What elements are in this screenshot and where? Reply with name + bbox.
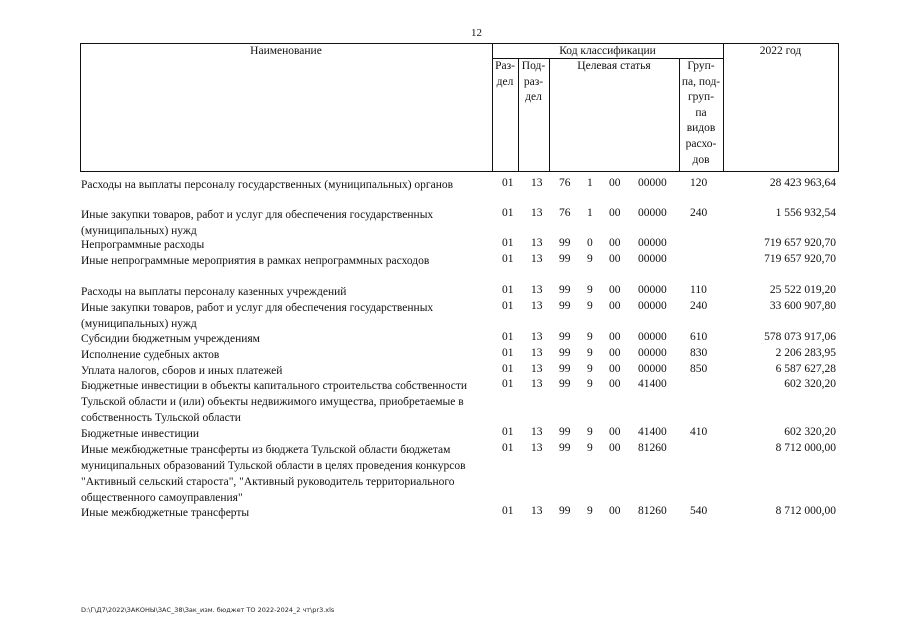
header-year: 2022 год xyxy=(759,45,802,57)
cell-cs4: 00000 xyxy=(638,207,667,219)
cell-cs4: 00000 xyxy=(638,253,667,265)
cell-cs4: 00000 xyxy=(638,347,667,359)
cell-name: Исполнение судебных актов xyxy=(81,349,220,361)
cell-cs1: 99 xyxy=(559,363,571,375)
cell-cs3: 00 xyxy=(609,347,621,359)
cell-sum: 8 712 000,00 xyxy=(775,505,836,517)
cell-sum: 25 522 019,20 xyxy=(769,284,836,296)
header-target: Целевая статья xyxy=(577,60,651,72)
cell-cs4: 00000 xyxy=(638,177,667,189)
cell-cs2: 9 xyxy=(587,378,593,390)
cell-cs3: 00 xyxy=(609,363,621,375)
cell-cs2: 9 xyxy=(587,300,593,312)
cell-cs2: 0 xyxy=(587,237,593,249)
cell-cs4: 81260 xyxy=(638,505,667,517)
cell-cs3: 00 xyxy=(609,300,621,312)
cell-podr: 13 xyxy=(531,363,543,375)
cell-razd: 01 xyxy=(502,207,514,219)
cell-name: Бюджетные инвестиции xyxy=(81,428,200,440)
cell-cs1: 76 xyxy=(559,207,571,219)
cell-razd: 01 xyxy=(502,300,514,312)
cell-razd: 01 xyxy=(502,378,514,390)
cell-razd: 01 xyxy=(502,253,514,265)
cell-grp: 240 xyxy=(690,207,708,219)
cell-podr: 13 xyxy=(531,505,543,517)
cell-grp: 830 xyxy=(690,347,708,359)
cell-cs1: 99 xyxy=(559,426,571,438)
cell-cs2: 9 xyxy=(587,347,593,359)
cell-cs2: 9 xyxy=(587,363,593,375)
cell-cs1: 99 xyxy=(559,347,571,359)
cell-name: Иные закупки товаров, работ и услуг для обеспечения государственных (муниципальных) нужд xyxy=(81,209,434,237)
cell-sum: 28 423 963,64 xyxy=(769,177,836,189)
cell-cs4: 00000 xyxy=(638,300,667,312)
cell-razd: 01 xyxy=(502,442,514,454)
cell-sum: 602 320,20 xyxy=(784,378,836,390)
cell-sum: 719 657 920,70 xyxy=(764,253,836,265)
cell-cs1: 99 xyxy=(559,442,571,454)
header-razdel: Раз- дел xyxy=(495,60,515,88)
cell-podr: 13 xyxy=(531,300,543,312)
cell-podr: 13 xyxy=(531,177,543,189)
cell-podr: 13 xyxy=(531,207,543,219)
cell-name: Субсидии бюджетным учреждениям xyxy=(81,333,260,345)
cell-razd: 01 xyxy=(502,347,514,359)
cell-grp: 610 xyxy=(690,331,708,343)
cell-name: Иные закупки товаров, работ и услуг для обеспечения государственных (муниципальных) нужд xyxy=(81,302,434,330)
cell-podr: 13 xyxy=(531,378,543,390)
cell-razd: 01 xyxy=(502,177,514,189)
page-number: 12 xyxy=(471,27,482,39)
cell-name: Бюджетные инвестиции в объекты капитального строительства собственности Тульской области и (или) объекты недвижимого имущества, приобретаемые в собственность Тульской области xyxy=(81,380,468,424)
cell-sum: 33 600 907,80 xyxy=(769,300,836,312)
cell-sum: 578 073 917,06 xyxy=(764,331,836,343)
cell-name: Непрограммные расходы xyxy=(81,239,205,251)
cell-cs1: 99 xyxy=(559,331,571,343)
cell-grp: 120 xyxy=(690,177,708,189)
cell-razd: 01 xyxy=(502,505,514,517)
cell-cs2: 9 xyxy=(587,442,593,454)
cell-cs3: 00 xyxy=(609,207,621,219)
cell-cs4: 00000 xyxy=(638,331,667,343)
cell-sum: 1 556 932,54 xyxy=(775,207,836,219)
cell-sum: 8 712 000,00 xyxy=(775,442,836,454)
cell-name: Иные непрограммные мероприятия в рамках непрограммных расходов xyxy=(81,255,430,267)
cell-cs1: 99 xyxy=(559,505,571,517)
cell-cs4: 41400 xyxy=(638,426,667,438)
cell-cs2: 9 xyxy=(587,505,593,517)
header-podrazdel: Под- раз- дел xyxy=(521,60,546,104)
cell-razd: 01 xyxy=(502,237,514,249)
cell-name: Расходы на выплаты персоналу казенных учреждений xyxy=(81,286,347,298)
cell-cs1: 99 xyxy=(559,253,571,265)
cell-cs3: 00 xyxy=(609,253,621,265)
cell-podr: 13 xyxy=(531,426,543,438)
cell-podr: 13 xyxy=(531,442,543,454)
cell-cs2: 1 xyxy=(587,207,593,219)
cell-sum: 719 657 920,70 xyxy=(764,237,836,249)
cell-cs1: 99 xyxy=(559,284,571,296)
cell-razd: 01 xyxy=(502,331,514,343)
cell-podr: 13 xyxy=(531,347,543,359)
cell-cs3: 00 xyxy=(609,378,621,390)
cell-cs1: 99 xyxy=(559,378,571,390)
cell-sum: 2 206 283,95 xyxy=(775,347,836,359)
cell-cs4: 00000 xyxy=(638,284,667,296)
cell-razd: 01 xyxy=(502,363,514,375)
cell-cs4: 81260 xyxy=(638,442,667,454)
header-name: Наименование xyxy=(250,45,322,57)
cell-cs3: 00 xyxy=(609,505,621,517)
cell-name: Расходы на выплаты персоналу государственных (муниципальных) органов xyxy=(81,179,454,191)
cell-cs2: 9 xyxy=(587,253,593,265)
cell-name: Иные межбюджетные трансферты xyxy=(81,507,250,519)
cell-razd: 01 xyxy=(502,426,514,438)
cell-grp: 540 xyxy=(690,505,708,517)
cell-sum: 602 320,20 xyxy=(784,426,836,438)
cell-podr: 13 xyxy=(531,253,543,265)
cell-podr: 13 xyxy=(531,237,543,249)
cell-cs2: 9 xyxy=(587,284,593,296)
cell-cs4: 41400 xyxy=(638,378,667,390)
header-code: Код классификации xyxy=(559,45,656,57)
cell-cs3: 00 xyxy=(609,426,621,438)
cell-cs1: 76 xyxy=(559,177,571,189)
cell-name: Уплата налогов, сборов и иных платежей xyxy=(81,365,283,377)
cell-cs3: 00 xyxy=(609,177,621,189)
cell-podr: 13 xyxy=(531,284,543,296)
cell-cs3: 00 xyxy=(609,442,621,454)
header-group: Груп- па, под- груп- па видов расхо- дов xyxy=(681,60,721,166)
cell-cs3: 00 xyxy=(609,284,621,296)
cell-razd: 01 xyxy=(502,284,514,296)
cell-name: Иные межбюджетные трансферты из бюджета Тульской области бюджетам муниципальных образований Тульской области в целях проведения конкурсов "Активный сельский староста", "Активный руководитель территориального общественного самоуправления" xyxy=(81,444,466,504)
cell-grp: 110 xyxy=(690,284,707,296)
cell-cs3: 00 xyxy=(609,331,621,343)
cell-cs3: 00 xyxy=(609,237,621,249)
cell-cs1: 99 xyxy=(559,237,571,249)
cell-grp: 240 xyxy=(690,300,708,312)
cell-cs2: 9 xyxy=(587,426,593,438)
cell-grp: 410 xyxy=(690,426,708,438)
cell-podr: 13 xyxy=(531,331,543,343)
cell-sum: 6 587 627,28 xyxy=(775,363,836,375)
cell-grp: 850 xyxy=(690,363,708,375)
cell-cs4: 00000 xyxy=(638,237,667,249)
cell-cs4: 00000 xyxy=(638,363,667,375)
cell-cs1: 99 xyxy=(559,300,571,312)
cell-cs2: 1 xyxy=(587,177,593,189)
file-path-footer: D:\Г\Д7\2022\ЗАКОНЫ\ЗАС_38\Зак_изм. бюджет ТО 2022-2024_2 чт\pr3.xls xyxy=(81,606,335,614)
cell-cs2: 9 xyxy=(587,331,593,343)
